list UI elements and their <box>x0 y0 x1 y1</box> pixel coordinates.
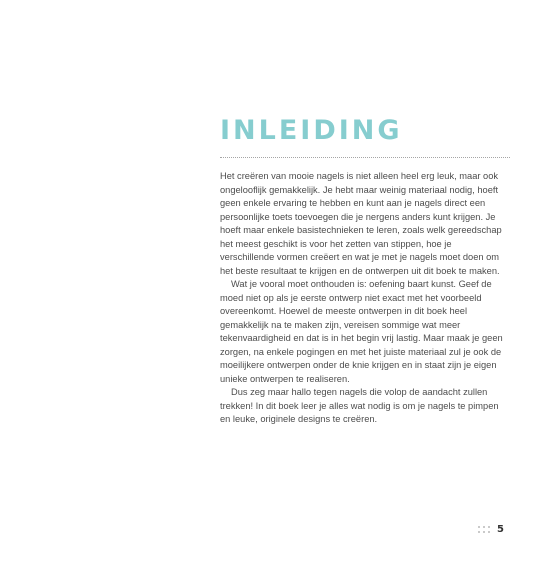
body-text <box>220 170 507 427</box>
paragraph-3: Dus zeg maar hallo tegen nagels die volop de aandacht zullen trekken! In dit boek leer je alles wat nodig is om je nagels te pimpen en leuke, originele designs te creëren. <box>220 387 499 424</box>
chapter-heading: INLEIDING <box>220 115 403 146</box>
paragraph-2: Wat je vooral moet onthouden is: oefening baart kunst. Geef de moed niet op als je eerste ontwerp niet exact met het voorbeeld overeenkomt. Hoewel de meeste ontwerpen in dit boek heel gemakkelijk na te maken zijn, vereisen sommige wat meer tekenvaardigheid en dat is in het begin vrij lastig. Maar maak je geen zorgen, na enkele pogingen en met het juiste materiaal zul je ook de moeilijkere ontwerpen onder de knie krijgen en in staat zijn je eigen unieke ontwerpen te realiseren. <box>220 279 503 384</box>
page-number: 5 <box>497 524 504 535</box>
dots-ornament-icon <box>478 526 491 534</box>
paragraph-1: Het creëren van mooie nagels is niet alleen heel erg leuk, maar ook ongelooflijk gemakkelijk. Je hebt maar weinig materiaal nodig, hoeft geen enkele ervaring te hebben en kunt aan je nagels direct een persoonlijke toets toevoegen die je nergens anders kunt krijgen. Je hoeft maar enkele basistechnieken te leren, zoals welk gereedschap het meest geschikt is voor het zetten van stippen, hoe je verschillende vormen creëert en wat je met je nagels moet doen om het beste resultaat te krijgen en de ontwerpen uit dit boek te maken. <box>220 171 502 276</box>
dotted-divider <box>220 157 510 158</box>
page-footer <box>478 524 504 535</box>
